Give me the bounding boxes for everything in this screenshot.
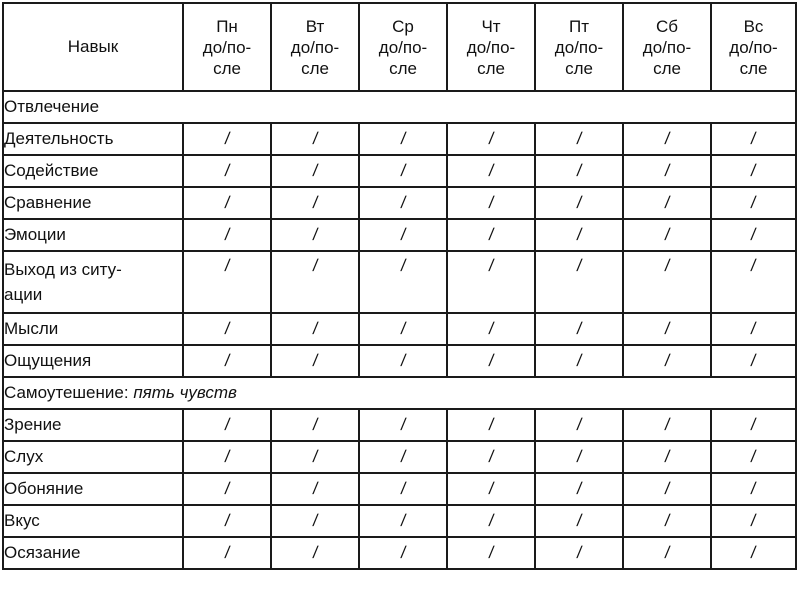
before-after-cell[interactable]	[183, 473, 271, 505]
before-after-separator: /	[749, 256, 758, 275]
day-subtitle: до/по-	[466, 37, 516, 57]
before-after-separator: /	[223, 161, 231, 180]
before-after-separator: /	[399, 479, 407, 498]
before-after-cell[interactable]	[711, 345, 796, 377]
before-after-separator: /	[311, 351, 319, 370]
before-after-cell[interactable]	[447, 219, 535, 251]
day-column-header	[359, 3, 447, 91]
section-title-text: Отвлечение	[4, 97, 100, 116]
before-after-cell[interactable]	[271, 441, 359, 473]
before-after-separator: /	[749, 447, 758, 466]
day-name: Пт	[568, 16, 589, 36]
skill-name: Слух	[3, 441, 183, 473]
before-after-separator: /	[749, 415, 758, 434]
before-after-separator: /	[749, 511, 758, 530]
before-after-separator: /	[487, 161, 495, 180]
before-after-cell[interactable]	[623, 251, 711, 313]
before-after-cell[interactable]	[711, 537, 796, 569]
before-after-separator: /	[399, 543, 407, 562]
table-row	[3, 251, 796, 313]
before-after-cell[interactable]	[535, 187, 623, 219]
before-after-separator: /	[749, 225, 758, 244]
before-after-separator: /	[663, 351, 671, 370]
before-after-cell[interactable]	[183, 219, 271, 251]
before-after-separator: /	[399, 447, 407, 466]
before-after-cell[interactable]	[359, 187, 447, 219]
before-after-separator: /	[663, 319, 671, 338]
before-after-cell[interactable]	[711, 313, 796, 345]
before-after-separator: /	[663, 225, 671, 244]
skill-name: Содействие	[3, 155, 183, 187]
before-after-cell[interactable]	[711, 251, 796, 313]
day-subtitle: сле	[653, 58, 681, 78]
before-after-separator: /	[311, 319, 319, 338]
day-name: Чт	[481, 16, 501, 36]
before-after-separator: /	[223, 225, 231, 244]
table-row	[3, 537, 796, 569]
before-after-separator: /	[311, 447, 319, 466]
skill-name: Деятельность	[3, 123, 183, 155]
before-after-cell[interactable]	[711, 441, 796, 473]
before-after-cell[interactable]	[271, 251, 359, 313]
before-after-separator: /	[223, 319, 231, 338]
day-subtitle: сле	[389, 58, 417, 78]
before-after-separator: /	[575, 543, 583, 562]
before-after-cell[interactable]	[447, 313, 535, 345]
before-after-cell[interactable]	[183, 187, 271, 219]
before-after-separator: /	[487, 415, 495, 434]
before-after-cell[interactable]	[359, 155, 447, 187]
before-after-separator: /	[575, 319, 583, 338]
skill-column-header: Навык	[3, 3, 183, 91]
before-after-cell[interactable]	[183, 155, 271, 187]
before-after-separator: /	[575, 511, 583, 530]
before-after-cell[interactable]	[711, 187, 796, 219]
section-row	[3, 91, 796, 123]
before-after-separator: /	[749, 543, 758, 562]
before-after-cell[interactable]	[447, 155, 535, 187]
before-after-cell[interactable]	[623, 313, 711, 345]
table-row	[3, 505, 796, 537]
before-after-separator: /	[399, 225, 407, 244]
before-after-cell[interactable]	[535, 251, 623, 313]
before-after-separator: /	[311, 225, 319, 244]
before-after-cell[interactable]	[623, 505, 711, 537]
before-after-cell[interactable]	[535, 313, 623, 345]
before-after-separator: /	[399, 511, 407, 530]
before-after-cell[interactable]	[271, 123, 359, 155]
before-after-cell[interactable]	[535, 345, 623, 377]
before-after-separator: /	[399, 415, 407, 434]
before-after-cell[interactable]	[271, 155, 359, 187]
before-after-separator: /	[663, 543, 671, 562]
before-after-separator: /	[311, 256, 319, 275]
before-after-cell[interactable]	[183, 441, 271, 473]
before-after-cell[interactable]	[359, 441, 447, 473]
before-after-cell[interactable]	[447, 441, 535, 473]
day-subtitle: до/по-	[378, 37, 428, 57]
before-after-separator: /	[575, 447, 583, 466]
section-row	[3, 377, 796, 409]
before-after-separator: /	[223, 511, 231, 530]
day-subtitle: сле	[565, 58, 593, 78]
before-after-cell[interactable]	[711, 123, 796, 155]
before-after-separator: /	[311, 479, 319, 498]
before-after-cell[interactable]	[359, 345, 447, 377]
before-after-cell[interactable]	[623, 345, 711, 377]
day-name: Пн	[216, 16, 238, 36]
before-after-separator: /	[487, 225, 495, 244]
before-after-separator: /	[399, 193, 407, 212]
before-after-cell[interactable]	[183, 409, 271, 441]
before-after-cell[interactable]	[711, 219, 796, 251]
before-after-cell[interactable]	[447, 251, 535, 313]
before-after-separator: /	[487, 511, 495, 530]
before-after-cell[interactable]	[711, 409, 796, 441]
before-after-cell[interactable]	[359, 123, 447, 155]
before-after-cell[interactable]	[271, 187, 359, 219]
skill-name: Эмоции	[3, 219, 183, 251]
table-row	[3, 473, 796, 505]
table-row	[3, 187, 796, 219]
section-title-italic: пять чувств	[133, 383, 237, 402]
before-after-cell[interactable]	[447, 345, 535, 377]
section-title	[3, 377, 796, 409]
before-after-separator: /	[223, 479, 231, 498]
before-after-cell[interactable]	[535, 537, 623, 569]
before-after-cell[interactable]	[535, 505, 623, 537]
day-subtitle: до/по-	[202, 37, 252, 57]
day-subtitle: до/по-	[642, 37, 692, 57]
before-after-separator: /	[575, 256, 583, 275]
day-name: Вт	[305, 16, 325, 36]
before-after-cell[interactable]	[359, 313, 447, 345]
before-after-separator: /	[487, 129, 495, 148]
before-after-separator: /	[663, 479, 671, 498]
before-after-separator: /	[487, 479, 495, 498]
table-row	[3, 123, 796, 155]
day-column-header	[623, 3, 711, 91]
before-after-cell[interactable]	[447, 187, 535, 219]
before-after-cell[interactable]	[623, 473, 711, 505]
before-after-separator: /	[575, 193, 583, 212]
before-after-separator: /	[575, 479, 583, 498]
before-after-cell[interactable]	[535, 409, 623, 441]
before-after-cell[interactable]	[183, 345, 271, 377]
before-after-separator: /	[663, 256, 671, 275]
before-after-separator: /	[223, 351, 231, 370]
before-after-separator: /	[575, 129, 583, 148]
before-after-cell[interactable]	[447, 123, 535, 155]
skill-name: Сравнение	[3, 187, 183, 219]
before-after-separator: /	[663, 193, 671, 212]
before-after-separator: /	[399, 256, 407, 275]
before-after-separator: /	[749, 479, 758, 498]
before-after-cell[interactable]	[711, 505, 796, 537]
before-after-cell[interactable]	[271, 313, 359, 345]
before-after-cell[interactable]	[535, 123, 623, 155]
skill-name: Мысли	[3, 313, 183, 345]
table-row	[3, 219, 796, 251]
before-after-cell[interactable]	[183, 505, 271, 537]
before-after-cell[interactable]	[359, 537, 447, 569]
before-after-cell[interactable]	[183, 251, 271, 313]
table-row	[3, 345, 796, 377]
before-after-separator: /	[575, 225, 583, 244]
before-after-separator: /	[223, 415, 231, 434]
skill-name: Ощущения	[3, 345, 183, 377]
before-after-cell[interactable]	[623, 123, 711, 155]
skill-name: Осязание	[3, 537, 183, 569]
before-after-cell[interactable]	[271, 409, 359, 441]
before-after-cell[interactable]	[183, 123, 271, 155]
before-after-separator: /	[663, 415, 671, 434]
day-column-header	[711, 3, 796, 91]
day-subtitle: до/по-	[554, 37, 604, 57]
before-after-separator: /	[223, 447, 231, 466]
before-after-separator: /	[749, 161, 758, 180]
before-after-separator: /	[399, 319, 407, 338]
table-body	[3, 91, 796, 569]
before-after-cell[interactable]	[271, 345, 359, 377]
before-after-separator: /	[311, 129, 319, 148]
day-column-header	[271, 3, 359, 91]
before-after-separator: /	[663, 161, 671, 180]
day-subtitle: сле	[301, 58, 329, 78]
before-after-cell[interactable]	[359, 219, 447, 251]
day-name: Ср	[392, 16, 414, 36]
before-after-cell[interactable]	[623, 187, 711, 219]
before-after-cell[interactable]	[623, 155, 711, 187]
before-after-separator: /	[399, 129, 407, 148]
before-after-cell[interactable]	[623, 219, 711, 251]
before-after-separator: /	[749, 351, 758, 370]
before-after-separator: /	[311, 511, 319, 530]
header-row	[3, 3, 796, 91]
section-title-text: Самоутешение:	[4, 383, 134, 402]
before-after-cell[interactable]	[359, 251, 447, 313]
before-after-separator: /	[311, 543, 319, 562]
before-after-cell[interactable]	[447, 473, 535, 505]
skill-name: Выход из ситу- ации	[3, 251, 183, 313]
day-column-header	[183, 3, 271, 91]
before-after-separator: /	[223, 543, 231, 562]
before-after-cell[interactable]	[535, 441, 623, 473]
skill-name: Зрение	[3, 409, 183, 441]
before-after-cell[interactable]	[447, 409, 535, 441]
before-after-separator: /	[749, 319, 758, 338]
day-subtitle: сле	[739, 58, 768, 78]
day-column-header	[447, 3, 535, 91]
before-after-cell[interactable]	[183, 537, 271, 569]
before-after-separator: /	[663, 447, 671, 466]
day-subtitle: до/по-	[290, 37, 340, 57]
day-subtitle: до/по-	[729, 37, 778, 57]
before-after-separator: /	[311, 161, 319, 180]
before-after-cell[interactable]	[271, 219, 359, 251]
before-after-separator: /	[399, 161, 407, 180]
before-after-cell[interactable]	[535, 473, 623, 505]
before-after-separator: /	[749, 193, 758, 212]
before-after-separator: /	[487, 447, 495, 466]
before-after-cell[interactable]	[623, 409, 711, 441]
table-row	[3, 409, 796, 441]
day-name: Вс	[743, 16, 764, 36]
day-subtitle: сле	[477, 58, 505, 78]
before-after-cell[interactable]	[359, 473, 447, 505]
before-after-cell[interactable]	[271, 473, 359, 505]
skills-tracking-table	[2, 2, 797, 570]
before-after-separator: /	[749, 129, 758, 148]
before-after-separator: /	[575, 161, 583, 180]
before-after-cell[interactable]	[359, 505, 447, 537]
section-title	[3, 91, 796, 123]
before-after-separator: /	[575, 415, 583, 434]
before-after-cell[interactable]	[711, 473, 796, 505]
before-after-cell[interactable]	[447, 505, 535, 537]
before-after-separator: /	[575, 351, 583, 370]
skill-name: Обоняние	[3, 473, 183, 505]
before-after-cell[interactable]	[623, 537, 711, 569]
day-subtitle: сле	[213, 58, 241, 78]
before-after-separator: /	[223, 129, 231, 148]
before-after-cell[interactable]	[271, 505, 359, 537]
before-after-cell[interactable]	[183, 313, 271, 345]
before-after-separator: /	[487, 351, 495, 370]
table-row	[3, 155, 796, 187]
before-after-separator: /	[487, 543, 495, 562]
skill-name: Вкус	[3, 505, 183, 537]
before-after-cell[interactable]	[271, 537, 359, 569]
before-after-separator: /	[487, 256, 495, 275]
before-after-separator: /	[223, 193, 231, 212]
before-after-separator: /	[487, 319, 495, 338]
day-column-header	[535, 3, 623, 91]
before-after-separator: /	[663, 511, 671, 530]
before-after-cell[interactable]	[711, 155, 796, 187]
before-after-cell[interactable]	[535, 155, 623, 187]
before-after-separator: /	[311, 415, 319, 434]
before-after-cell[interactable]	[535, 219, 623, 251]
before-after-separator: /	[487, 193, 495, 212]
day-name: Сб	[655, 16, 678, 36]
before-after-cell[interactable]	[447, 537, 535, 569]
before-after-separator: /	[311, 193, 319, 212]
table-row	[3, 441, 796, 473]
table-row	[3, 313, 796, 345]
before-after-separator: /	[399, 351, 407, 370]
before-after-separator: /	[223, 256, 231, 275]
before-after-cell[interactable]	[623, 441, 711, 473]
before-after-cell[interactable]	[359, 409, 447, 441]
before-after-separator: /	[663, 129, 671, 148]
